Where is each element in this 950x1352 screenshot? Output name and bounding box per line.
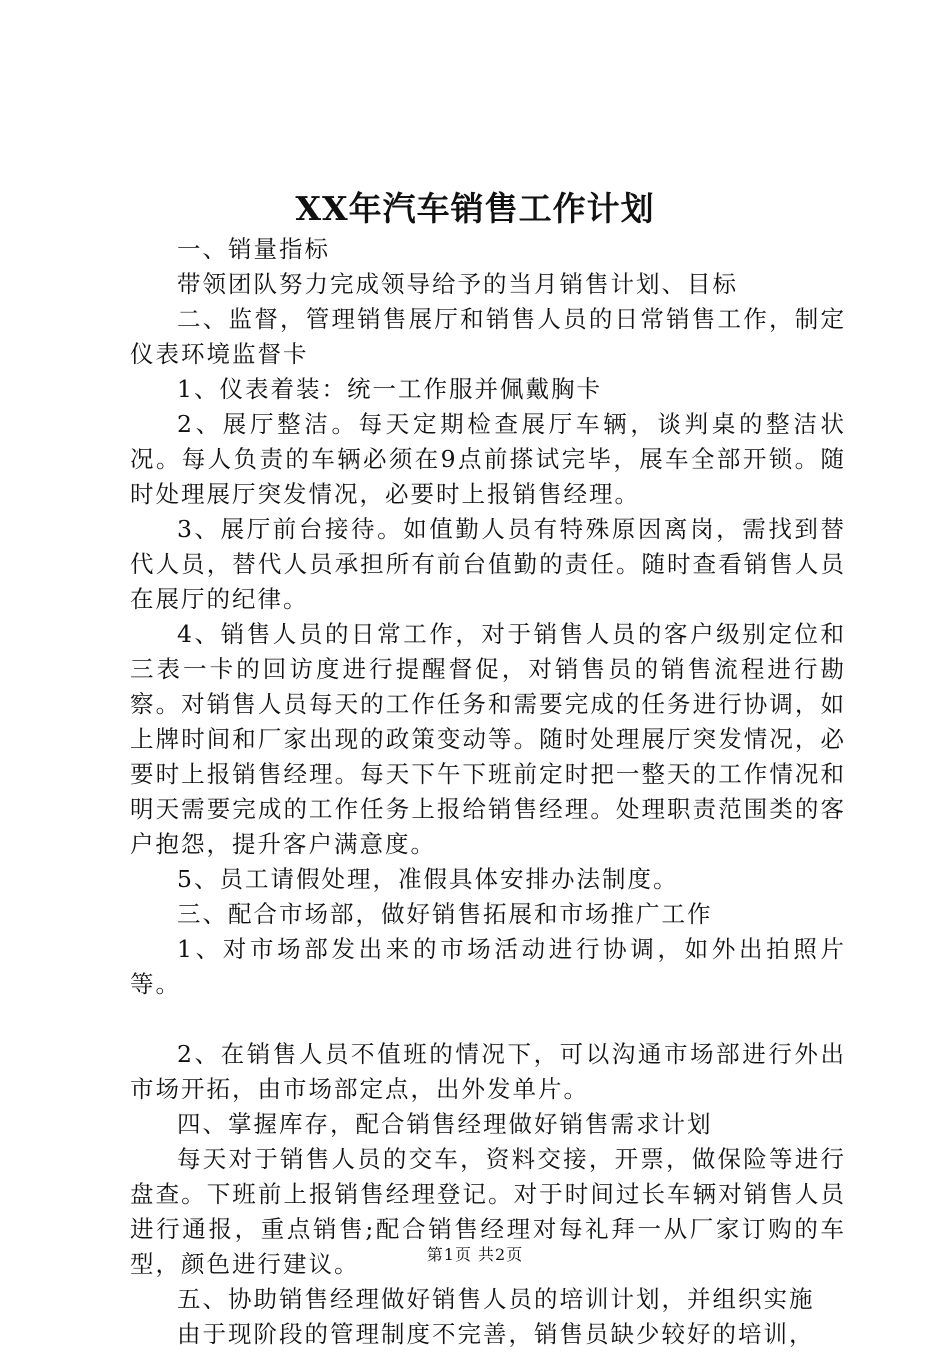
paragraph-daily-work: 4、销售人员的日常工作，对于销售人员的客户级别定位和三表一卡的回访度进行提醒督促，对销售员的销售流程进行勘察。对销售人员每天的工作任务和需要完成的任务进行协调，如上牌时间和厂家出现的政策变动等。随时处理展厅突发情况，必要时上报销售经理。每天下午下班前定时把一整天的工作情况和明天需要完成的工作任务上报给销售经理。处理职责范围类的客户抱怨，提升客户满意度。 bbox=[130, 620, 846, 858]
page-footer: 第1页 共2页 bbox=[426, 1245, 524, 1264]
paragraph-marketing-heading: 三、配合市场部，做好销售拓展和市场推广工作 bbox=[177, 900, 713, 928]
paragraph-dress-code: 1、仪表着装：统一工作服并佩戴胸卡 bbox=[177, 375, 602, 403]
paragraph-inventory-heading: 四、掌握库存，配合销售经理做好销售需求计划 bbox=[177, 1110, 713, 1138]
paragraph-front-desk: 3、展厅前台接待。如值勤人员有特殊原因离岗，需找到替代人员，替代人员承担所有前台值勤的责任。随时查看销售人员在展厅的纪律。 bbox=[130, 515, 846, 613]
paragraph-showroom-cleanliness: 2、展厅整洁。每天定期检查展厅车辆，谈判桌的整洁状况。每人负责的车辆必须在9点前搽试完毕，展车全部开锁。随时处理展厅突发情况，必要时上报销售经理。 bbox=[130, 410, 846, 508]
paragraph-sales-target: 带领团队努力完成领导给予的当月销售计划、目标 bbox=[177, 270, 738, 298]
paragraph-training-reason: 由于现阶段的管理制度不完善，销售员缺少较好的培训， bbox=[177, 1320, 815, 1348]
document-title: XX年汽车销售工作计划 bbox=[295, 189, 655, 228]
document-body bbox=[130, 232, 846, 1352]
paragraph-supervision-heading: 二、监督，管理销售展厅和销售人员的日常销售工作，制定仪表环境监督卡 bbox=[130, 305, 846, 368]
paragraph-training-heading: 五、协助销售经理做好销售人员的培训计划，并组织实施 bbox=[177, 1285, 815, 1313]
paragraph-sales-target-heading: 一、销量指标 bbox=[177, 235, 330, 263]
paragraph-marketing-activities: 1、对市场部发出来的市场活动进行协调，如外出拍照片等。 bbox=[130, 935, 846, 998]
paragraph-market-expansion: 2、在销售人员不值班的情况下，可以沟通市场部进行外出市场开拓，由市场部定点，出外发单片。 bbox=[130, 1040, 846, 1103]
paragraph-inventory-check: 每天对于销售人员的交车，资料交接，开票，做保险等进行盘查。下班前上报销售经理登记。对于时间过长车辆对销售人员进行通报，重点销售;配合销售经理对每礼拜一从厂家订购的车型，颜色进行建议。 bbox=[130, 1145, 846, 1278]
paragraph-leave-handling: 5、员工请假处理，准假具体安排办法制度。 bbox=[177, 865, 679, 893]
